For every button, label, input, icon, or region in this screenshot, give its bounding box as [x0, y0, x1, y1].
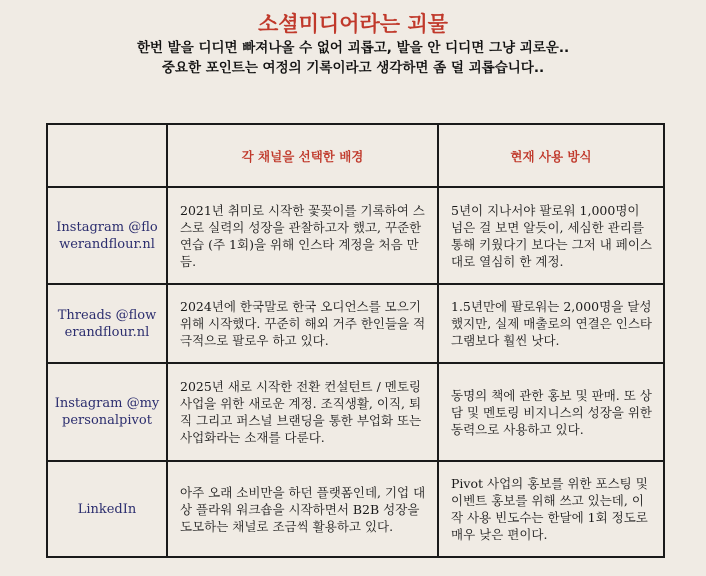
platform-cell: Instagram @mypersonalpivot [47, 363, 167, 461]
background-cell: 아주 오래 소비만을 하던 플랫폼인데, 기업 대상 플라워 워크숍을 시작하면서 B2B 성장을 도모하는 채널로 조금씩 활용하고 있다. [167, 461, 438, 557]
platform-cell: LinkedIn [47, 461, 167, 557]
page-title: 소셜미디어라는 괴물 [258, 12, 448, 36]
subtitle-line-1: 한번 발을 디디면 빠져나올 수 없어 괴롭고, 발을 안 디디면 그냥 괴로운.. [136, 40, 570, 56]
background-cell: 2021년 취미로 시작한 꽃꽂이를 기록하여 스스로 실력의 성장을 관찰하고자 했고, 꾸준한 연습 (주 1회)을 위해 인스타 계정을 처음 만듬. [167, 187, 438, 284]
platform-cell: Instagram @flowerandflour.nl [47, 187, 167, 284]
header-background: 각 채널을 선택한 배경 [167, 124, 438, 187]
usage-cell: Pivot 사업의 홍보를 위한 포스팅 및 이벤트 홍보를 위해 쓰고 있는데, 이작 사용 빈도수는 한달에 1회 정도로 매우 낮은 편이다. [438, 461, 664, 557]
header-empty-cell [47, 124, 167, 187]
background-cell: 2024년에 한국말로 한국 오디언스를 모으기 위해 시작했다. 꾸준히 해외 거주 한인들을 적극적으로 팔로우 하고 있다. [167, 284, 438, 363]
table-header-row [47, 124, 664, 187]
page-header [0, 10, 706, 78]
usage-cell: 동명의 책에 관한 홍보 및 판매. 또 상담 및 멘토링 비지니스의 성장을 위한 동력으로 사용하고 있다. [438, 363, 664, 461]
table-row [47, 461, 664, 557]
channel-table [46, 123, 665, 558]
usage-cell: 5년이 지나서야 팔로워 1,000명이 넘은 걸 보면 알듯이, 세심한 관리를 통해 키웠다기 보다는 그저 내 페이스대로 열심히 한 계정. [438, 187, 664, 284]
header-usage: 현재 사용 방식 [438, 124, 664, 187]
table-row [47, 363, 664, 461]
table-row [47, 187, 664, 284]
table-row [47, 284, 664, 363]
platform-cell: Threads @flowerandflour.nl [47, 284, 167, 363]
usage-cell: 1.5년만에 팔로워는 2,000명을 달성했지만, 실제 매출로의 연결은 인스타그램보다 훨씬 낫다. [438, 284, 664, 363]
subtitle-line-2: 중요한 포인트는 여정의 기록이라고 생각하면 좀 덜 괴롭습니다.. [161, 60, 545, 76]
background-cell: 2025년 새로 시작한 전환 컨설턴트 / 멘토링 사업을 위한 새로운 계정. 조직생활, 이직, 퇴직 그리고 퍼스널 브랜딩을 통한 부업화 또는 사업화라는 소재를 다룬다. [167, 363, 438, 461]
